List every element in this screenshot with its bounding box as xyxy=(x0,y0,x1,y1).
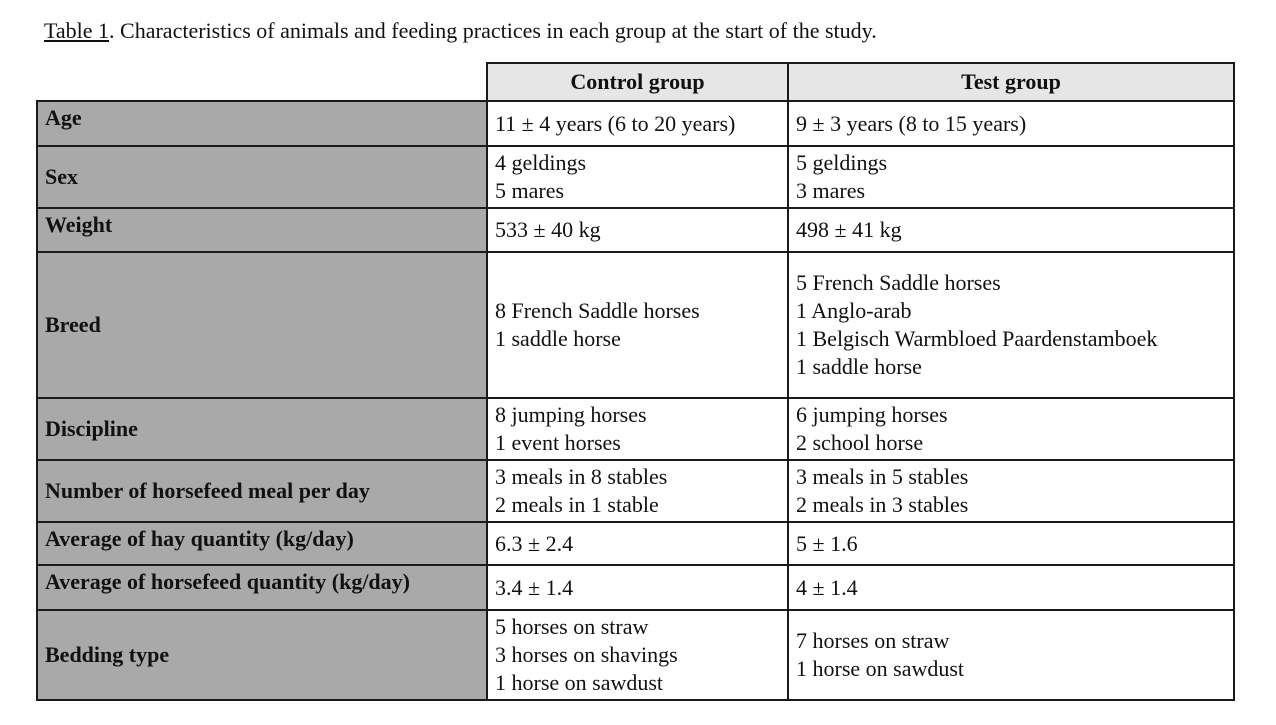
row-header-horsefeed: Average of horsefeed quantity (kg/day) xyxy=(37,565,487,610)
test-horsefeed-cell xyxy=(788,565,1234,610)
control-age-cell xyxy=(487,101,788,146)
table-row-age xyxy=(37,101,1234,146)
table-row-horsefeed xyxy=(37,565,1234,610)
test-hay-cell xyxy=(788,522,1234,565)
test-group-header: Test group xyxy=(788,63,1234,101)
cell-line: 3.4 ± 1.4 xyxy=(495,574,574,600)
cell-line: 1 saddle horse xyxy=(796,354,922,379)
control-discipline-cell xyxy=(487,398,788,460)
cell-line: 5 horses on straw xyxy=(495,614,649,639)
cell-line: 3 horses on shavings xyxy=(495,642,678,667)
control-breed-cell xyxy=(487,252,788,398)
cell-line: 533 ± 40 kg xyxy=(495,217,601,242)
test-weight-cell xyxy=(788,208,1234,252)
cell-line: 5 geldings xyxy=(796,150,888,175)
characteristics-table xyxy=(36,62,1235,701)
cell-line: 8 French Saddle horses xyxy=(495,298,700,323)
cell-line: 9 ± 3 years (8 to 15 years) xyxy=(796,110,1027,136)
cell-line: 6.3 ± 2.4 xyxy=(495,530,574,556)
test-meals-cell xyxy=(788,460,1234,522)
row-header-age: Age xyxy=(37,101,487,146)
empty-corner-cell xyxy=(37,63,487,101)
cell-line: 1 Anglo-arab xyxy=(796,298,912,323)
table-label: Table 1 xyxy=(44,18,110,43)
table-row-bedding xyxy=(37,610,1234,700)
table-row-sex xyxy=(37,146,1234,208)
cell-line: 8 jumping horses xyxy=(495,402,647,427)
control-weight-cell xyxy=(487,208,788,252)
row-header-discipline: Discipline xyxy=(37,398,487,460)
control-sex-cell xyxy=(487,146,788,208)
table-caption xyxy=(44,18,877,44)
cell-line: 2 meals in 3 stables xyxy=(796,492,969,517)
caption-text: . Characteristics of animals and feeding practices in each group at the start of the study. xyxy=(109,18,877,43)
table-row-hay xyxy=(37,522,1234,565)
cell-line: 3 mares xyxy=(796,178,866,203)
cell-line: 1 event horses xyxy=(495,430,621,455)
cell-line: 6 jumping horses xyxy=(796,402,948,427)
cell-line: 2 meals in 1 stable xyxy=(495,492,659,517)
test-age-cell xyxy=(788,101,1234,146)
table-header-row xyxy=(37,63,1234,101)
cell-line: 2 school horse xyxy=(796,430,924,455)
cell-line: 5 mares xyxy=(495,178,565,203)
table-row-weight xyxy=(37,208,1234,252)
row-header-hay: Average of hay quantity (kg/day) xyxy=(37,522,487,565)
cell-line: 7 horses on straw xyxy=(796,628,950,653)
cell-line: 5 French Saddle horses xyxy=(796,270,1001,295)
control-bedding-cell xyxy=(487,610,788,700)
row-header-weight: Weight xyxy=(37,208,487,252)
table-row-discipline xyxy=(37,398,1234,460)
control-hay-cell xyxy=(487,522,788,565)
test-breed-cell xyxy=(788,252,1234,398)
cell-line: 4 geldings xyxy=(495,150,587,175)
cell-line: 498 ± 41 kg xyxy=(796,217,902,242)
cell-line: 1 Belgisch Warmbloed Paardenstamboek xyxy=(796,326,1158,351)
cell-line: 1 horse on sawdust xyxy=(796,656,965,681)
cell-line: 1 saddle horse xyxy=(495,326,621,351)
control-horsefeed-cell xyxy=(487,565,788,610)
cell-line: 11 ± 4 years (6 to 20 years) xyxy=(495,110,736,136)
row-header-breed: Breed xyxy=(37,252,487,398)
cell-line: 3 meals in 8 stables xyxy=(495,464,668,489)
cell-line: 4 ± 1.4 xyxy=(796,574,858,600)
test-sex-cell xyxy=(788,146,1234,208)
cell-line: 1 horse on sawdust xyxy=(495,670,664,695)
cell-line: 5 ± 1.6 xyxy=(796,530,858,556)
test-discipline-cell xyxy=(788,398,1234,460)
table-row-meals xyxy=(37,460,1234,522)
row-header-bedding: Bedding type xyxy=(37,610,487,700)
test-bedding-cell xyxy=(788,610,1234,700)
control-group-header: Control group xyxy=(487,63,788,101)
control-meals-cell xyxy=(487,460,788,522)
cell-line: 3 meals in 5 stables xyxy=(796,464,969,489)
table-row-breed xyxy=(37,252,1234,398)
row-header-meals: Number of horsefeed meal per day xyxy=(37,460,487,522)
row-header-sex: Sex xyxy=(37,146,487,208)
